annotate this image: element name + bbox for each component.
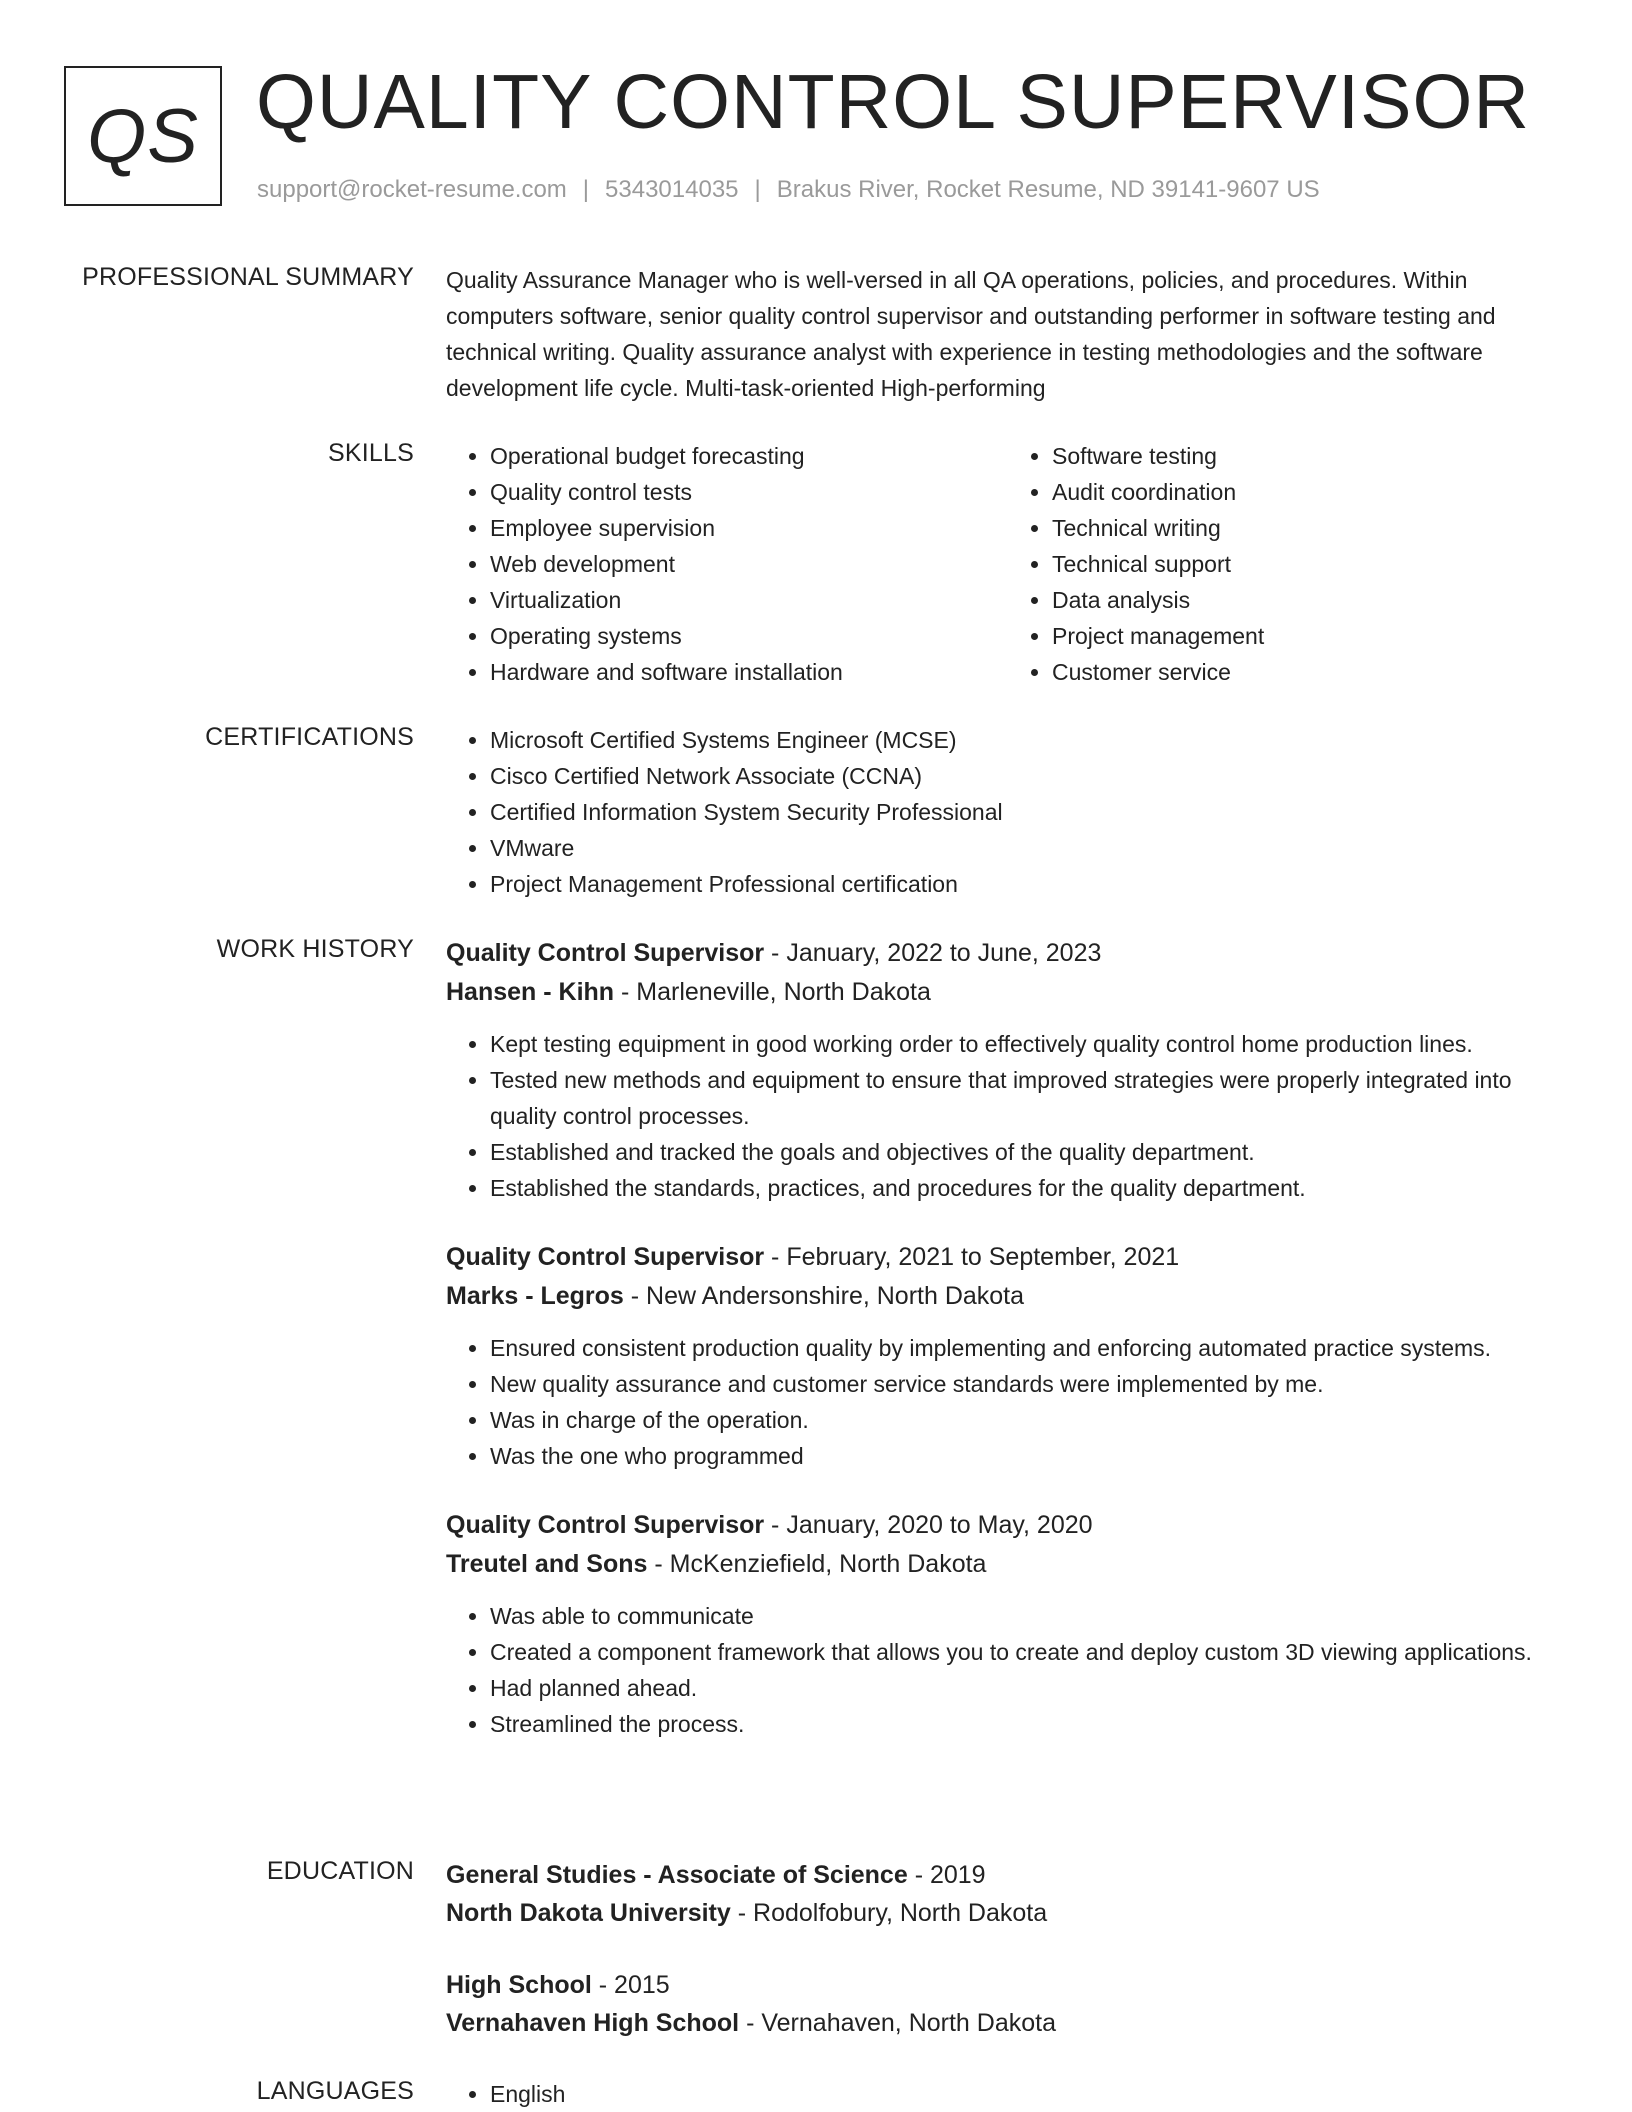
- job-title-line: [446, 934, 1570, 973]
- skill-item: • Quality control tests: [490, 474, 1008, 510]
- skill-item: • Operating systems: [490, 618, 1008, 654]
- job-company: Treutel and Sons: [446, 1550, 648, 1578]
- job-title-line: [446, 1238, 1570, 1277]
- section-label-certifications: CERTIFICATIONS: [205, 723, 414, 751]
- contact-separator: |: [582, 176, 590, 203]
- job-bullet: • Was in charge of the operation.: [490, 1402, 1570, 1438]
- certification-item: • Cisco Certified Network Associate (CCNA): [490, 758, 1570, 794]
- skill-item: • Technical support: [1052, 546, 1570, 582]
- job-company-line: [446, 973, 1570, 1012]
- education-entry: [446, 1856, 1570, 1932]
- job-company-line: [446, 1277, 1570, 1316]
- education-degree: High School: [446, 1971, 592, 1999]
- job-bullet: • Established and tracked the goals and objectives of the quality department.: [490, 1134, 1570, 1170]
- education-school: North Dakota University: [446, 1899, 731, 1927]
- monogram-text: QS: [87, 93, 199, 179]
- job-entry: [446, 1238, 1570, 1474]
- contact-email: support@rocket-resume.com: [257, 176, 567, 203]
- education-school-line: [446, 2004, 1570, 2042]
- job-title-line: [446, 1506, 1570, 1545]
- contact-line: [257, 176, 1320, 204]
- job-title: Quality Control Supervisor: [446, 1243, 765, 1271]
- job-bullets: [446, 1330, 1570, 1474]
- monogram-badge: [64, 66, 222, 206]
- contact-phone: 5343014035: [605, 176, 739, 203]
- skill-item: • Virtualization: [490, 582, 1008, 618]
- skill-item: • Technical writing: [1052, 510, 1570, 546]
- job-bullet: • Streamlined the process.: [490, 1706, 1570, 1742]
- job-entry: [446, 934, 1570, 1206]
- skill-item: • Web development: [490, 546, 1008, 582]
- skill-item: • Employee supervision: [490, 510, 1008, 546]
- resume-title: QUALITY CONTROL SUPERVISOR: [256, 59, 1530, 145]
- job-bullet: • Was able to communicate: [490, 1598, 1570, 1634]
- skills-list-left: [446, 438, 1008, 690]
- certifications-list: [446, 722, 1570, 902]
- certification-item: • VMware: [490, 830, 1570, 866]
- education-degree-line: [446, 1856, 1570, 1894]
- job-bullet: • Tested new methods and equipment to ensure that improved strategies were properly integrated into quality control processes.: [490, 1062, 1570, 1134]
- job-entry: [446, 1506, 1570, 1742]
- education-entry: [446, 1966, 1570, 2042]
- section-label-work-history: WORK HISTORY: [216, 935, 414, 963]
- skill-item: • Audit coordination: [1052, 474, 1570, 510]
- education-year: - 2019: [907, 1861, 986, 1889]
- skill-item: • Data analysis: [1052, 582, 1570, 618]
- education-location: - Vernahaven, North Dakota: [739, 2009, 1056, 2037]
- job-bullet: • New quality assurance and customer service standards were implemented by me.: [490, 1366, 1570, 1402]
- summary-text: Quality Assurance Manager who is well-versed in all QA operations, policies, and procedures. Within computers software, senior quality control supervisor and outstanding performer in software testing and technical writing. Quality assurance analyst with experience in testing methodologies and the software development life cycle. Multi-task-oriented High-performing: [446, 267, 1496, 401]
- job-location: - Marleneville, North Dakota: [614, 978, 931, 1006]
- skill-item: • Hardware and software installation: [490, 654, 1008, 690]
- job-location: - New Andersonshire, North Dakota: [623, 1282, 1025, 1310]
- job-title: Quality Control Supervisor: [446, 939, 765, 967]
- job-bullet: • Kept testing equipment in good working order to effectively quality control home production lines.: [490, 1026, 1570, 1062]
- job-bullet: • Ensured consistent production quality by implementing and enforcing automated practice systems.: [490, 1330, 1570, 1366]
- job-bullets: [446, 1598, 1570, 1742]
- skills-list-right: [1008, 438, 1570, 690]
- skill-item: • Project management: [1052, 618, 1570, 654]
- job-bullet: • Had planned ahead.: [490, 1670, 1570, 1706]
- education-school: Vernahaven High School: [446, 2009, 740, 2037]
- job-location: - McKenziefield, North Dakota: [647, 1550, 987, 1578]
- skill-item: • Customer service: [1052, 654, 1570, 690]
- languages-list: [446, 2076, 1570, 2112]
- education-degree: General Studies - Associate of Science: [446, 1861, 908, 1889]
- education-location: - Rodolfobury, North Dakota: [730, 1899, 1048, 1927]
- job-company: Marks - Legros: [446, 1282, 624, 1310]
- certification-item: • Microsoft Certified Systems Engineer (MCSE): [490, 722, 1570, 758]
- language-item: • English: [490, 2076, 1570, 2112]
- job-bullet: • Was the one who programmed: [490, 1438, 1570, 1474]
- contact-address: Brakus River, Rocket Resume, ND 39141-9607 US: [776, 176, 1320, 203]
- job-company-line: [446, 1545, 1570, 1584]
- certification-item: • Certified Information System Security Professional: [490, 794, 1570, 830]
- job-dates: - January, 2020 to May, 2020: [764, 1511, 1093, 1539]
- certification-item: • Project Management Professional certification: [490, 866, 1570, 902]
- section-label-skills: SKILLS: [328, 439, 414, 467]
- job-bullet: • Created a component framework that allows you to create and deploy custom 3D viewing applications.: [490, 1634, 1570, 1670]
- section-label-summary: PROFESSIONAL SUMMARY: [82, 263, 414, 291]
- job-dates: - February, 2021 to September, 2021: [764, 1243, 1180, 1271]
- section-label-languages: LANGUAGES: [256, 2077, 414, 2105]
- education-school-line: [446, 1894, 1570, 1932]
- skill-item: • Software testing: [1052, 438, 1570, 474]
- job-bullets: [446, 1026, 1570, 1206]
- education-year: - 2015: [591, 1971, 670, 1999]
- job-title: Quality Control Supervisor: [446, 1511, 765, 1539]
- section-label-education: EDUCATION: [266, 1857, 414, 1885]
- job-dates: - January, 2022 to June, 2023: [764, 939, 1102, 967]
- job-company: Hansen - Kihn: [446, 978, 615, 1006]
- skill-item: • Operational budget forecasting: [490, 438, 1008, 474]
- contact-separator: |: [754, 176, 761, 203]
- job-bullet: • Established the standards, practices, and procedures for the quality department.: [490, 1170, 1570, 1206]
- education-degree-line: [446, 1966, 1570, 2004]
